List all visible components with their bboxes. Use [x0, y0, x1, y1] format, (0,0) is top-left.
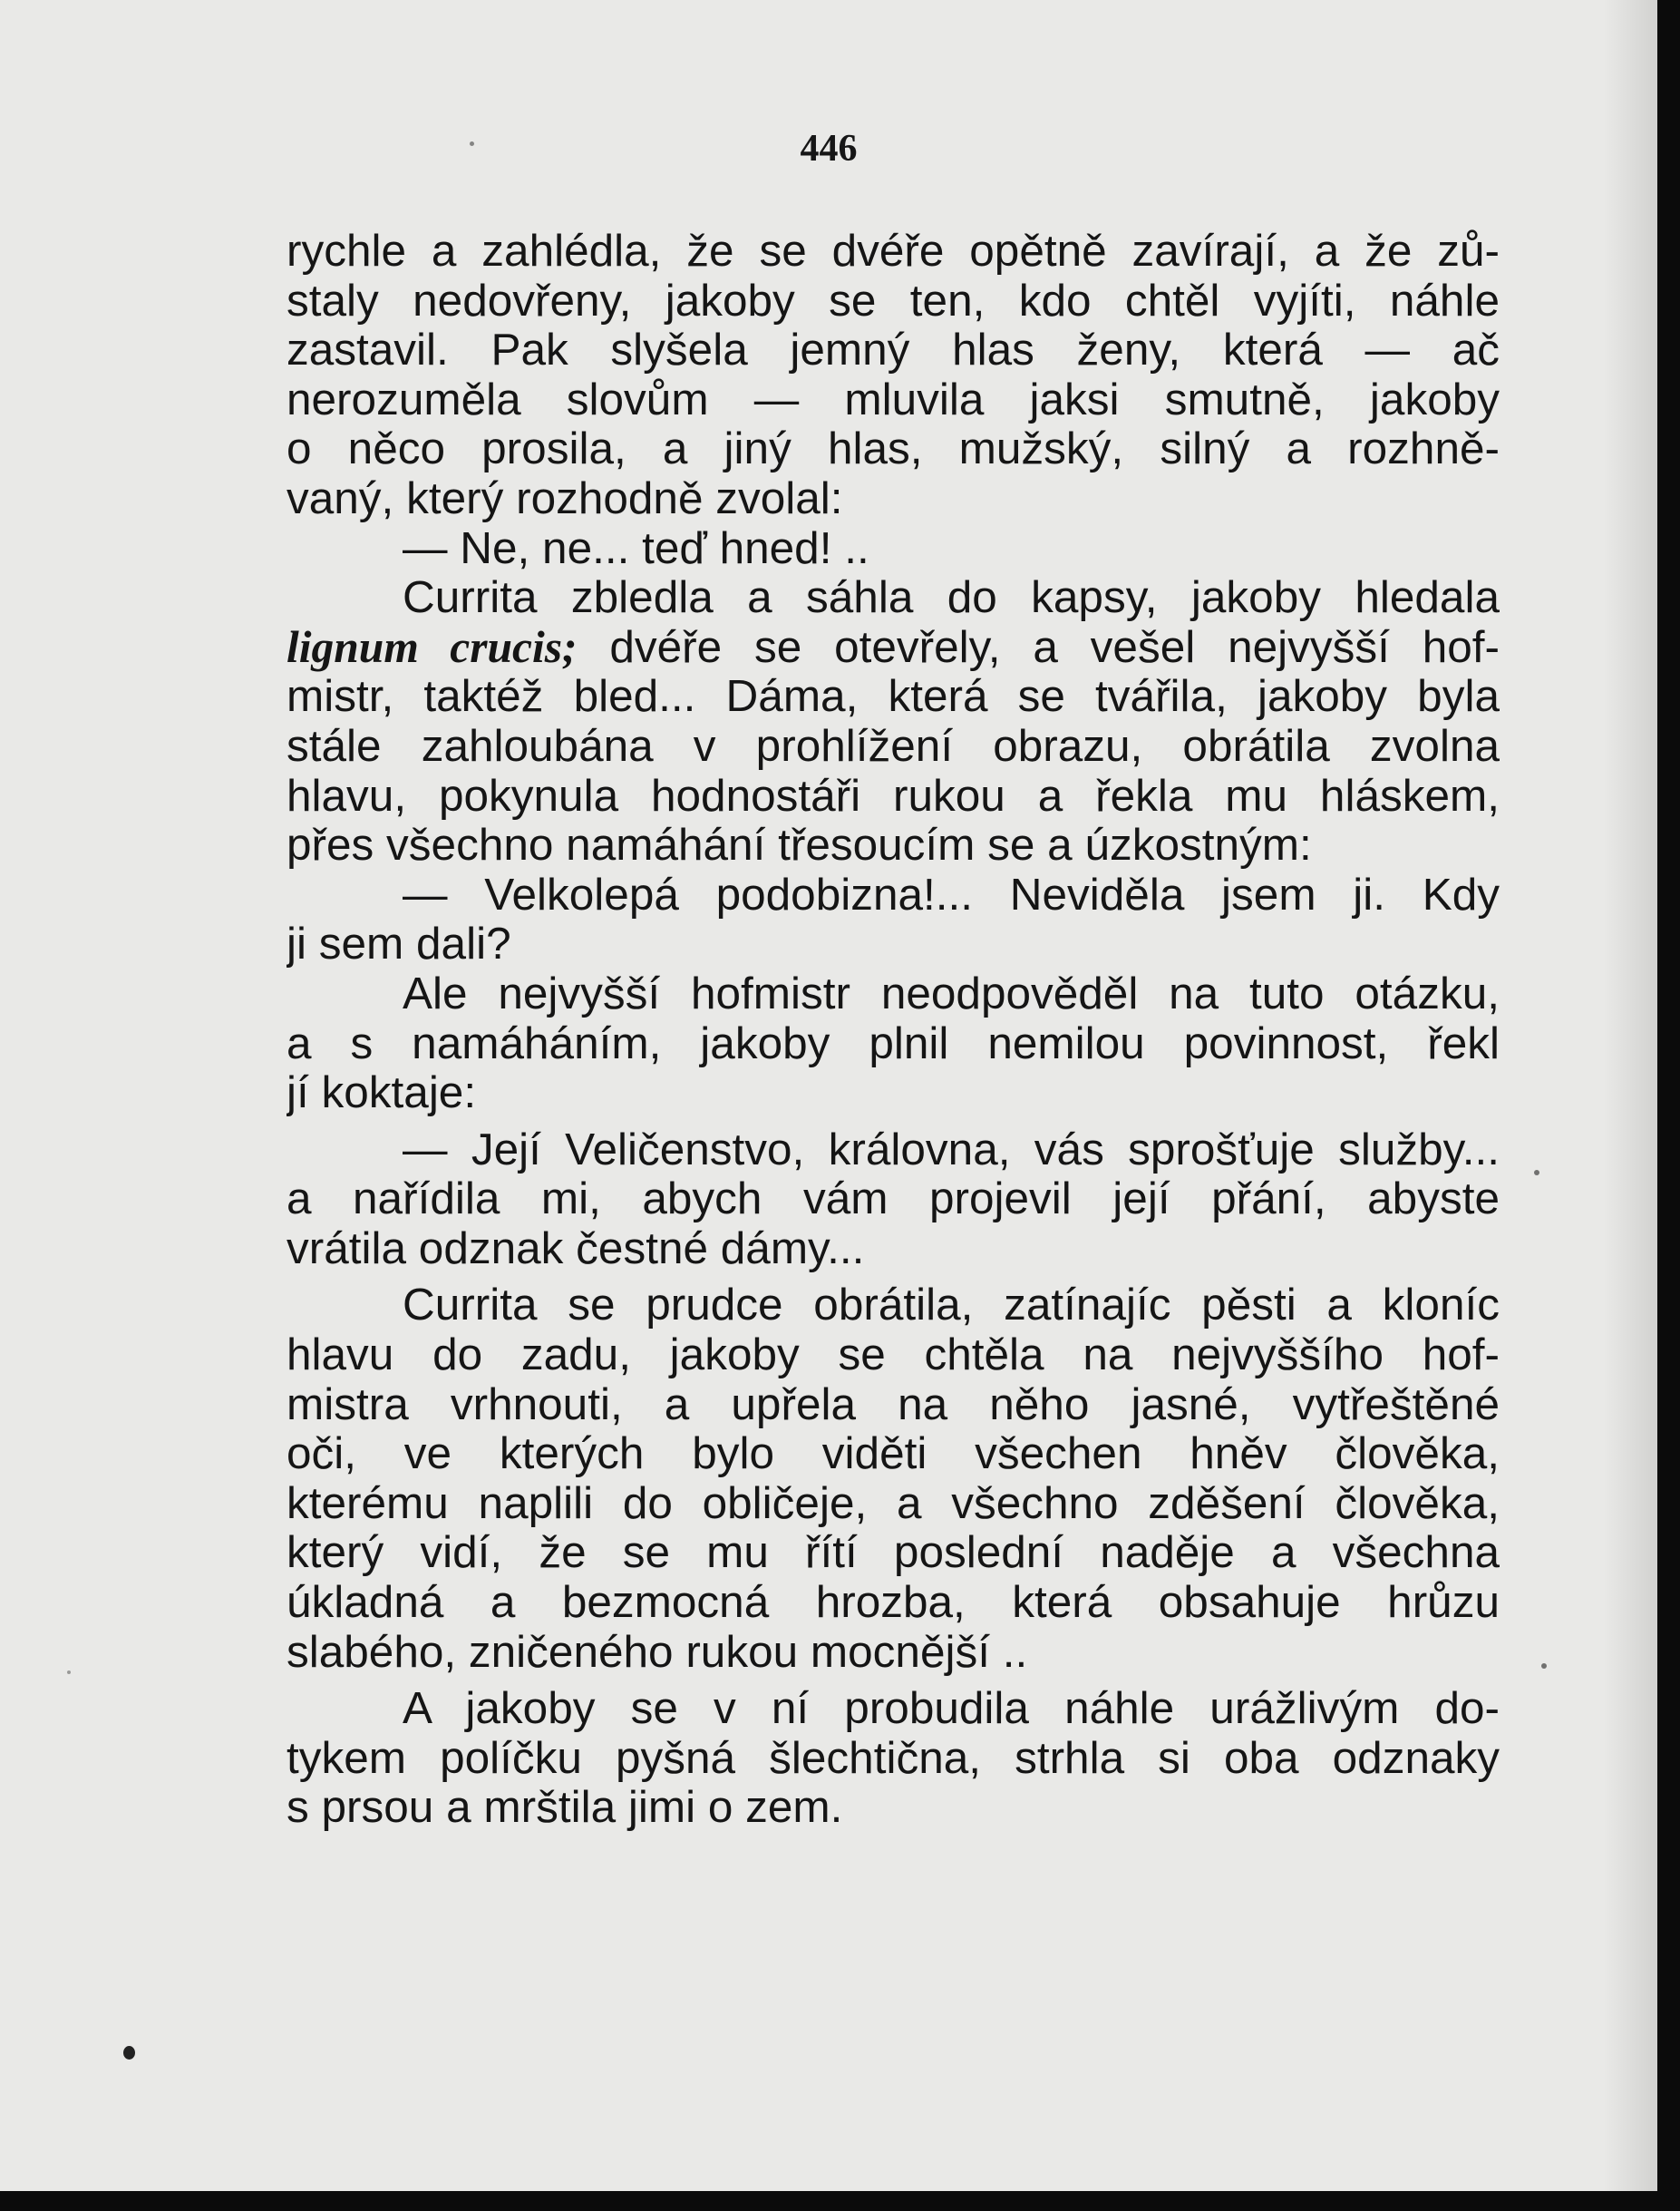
text-line: úkladná a bezmocná hrozba, která obsahuje hrůzu: [286, 1578, 1500, 1628]
text-line: hlavu, pokynula hodnostáři rukou a řekla mu hláskem,: [286, 771, 1500, 821]
text-line: Currita zbledla a sáhla do kapsy, jakoby hledala: [403, 573, 1500, 623]
text-line: A jakoby se v ní probudila náhle urážlivým do-: [403, 1684, 1500, 1734]
text-line: přes všechno namáhání třesoucím se a úzkostným:: [286, 821, 1312, 871]
print-speck: [123, 2046, 135, 2060]
text-line: kterému naplili do obličeje, a všechno zděšení člověka,: [286, 1478, 1500, 1528]
text-line: stále zahloubána v prohlížení obrazu, obrátila zvolna: [286, 721, 1500, 771]
text-line: a nařídila mi, abych vám projevil její přání, abyste: [286, 1174, 1500, 1224]
text-line: jí koktaje:: [286, 1068, 477, 1118]
text-line: staly nedovřeny, jakoby se ten, kdo chtěl vyjíti, náhle: [286, 276, 1500, 326]
text-line: který vidí, že se mu řítí poslední naděje a všechna: [286, 1528, 1500, 1578]
text-line: ji sem dali?: [286, 920, 511, 969]
text-line: a s namáháním, jakoby plnil nemilou povinnost, řekl: [286, 1018, 1500, 1068]
text-line: Currita se prudce obrátila, zatínajíc pěsti a kloníc: [403, 1281, 1500, 1330]
page-number: 446: [800, 128, 858, 170]
text-line: o něco prosila, a jiný hlas, mužský, silný a rozhně-: [286, 424, 1500, 474]
page-edge-shadow: [1603, 0, 1657, 2191]
text-line: vrátila odznak čestné dámy...: [286, 1223, 865, 1273]
text-line: hlavu do zadu, jakoby se chtěla na nejvyššího hof-: [286, 1330, 1500, 1380]
text-line: Ale nejvyšší hofmistr neodpověděl na tuto otázku,: [403, 969, 1500, 1018]
text-line: — Ne, ne... teď hned! ..: [403, 523, 869, 573]
text-line: oči, ve kterých bylo viděti všechen hněv člověka,: [286, 1429, 1500, 1479]
text-line: nerozuměla slovům — mluvila jaksi smutně, jakoby: [286, 375, 1500, 424]
text-line: mistra vrhnouti, a upřela na něho jasné, vytřeštěné: [286, 1379, 1500, 1429]
text-line: vaný, který rozhodně zvolal:: [286, 473, 843, 523]
print-speck: [67, 1670, 71, 1674]
text-line: mistr, taktéž bled... Dáma, která se tvářila, jakoby byla: [286, 672, 1500, 722]
text-line: — Její Veličenstvo, královna, vás sprošťuje služby...: [403, 1125, 1500, 1174]
text-line: [286, 623, 1500, 673]
body-text: [286, 227, 1500, 1833]
text-line: zastavil. Pak slyšela jemný hlas ženy, která — ač: [286, 326, 1500, 375]
text-line-rest: dvéře se otevřely, a vešel nejvyšší hof-: [577, 622, 1500, 672]
print-speck: [1534, 1170, 1539, 1175]
print-speck: [1541, 1663, 1547, 1669]
print-speck: [470, 141, 474, 146]
text-line: slabého, zničeného rukou mocnější ..: [286, 1627, 1028, 1677]
text-line: — Velkolepá podobizna!... Neviděla jsem ji. Kdy: [403, 870, 1500, 920]
italic-phrase: lignum crucis;: [286, 622, 578, 672]
text-line: rychle a zahlédla, že se dvéře opětně zavírají, a že zů-: [286, 227, 1500, 276]
text-line: tykem políčku pyšná šlechtična, strhla si oba odznaky: [286, 1733, 1500, 1783]
text-line: s prsou a mrštila jimi o zem.: [286, 1783, 843, 1833]
